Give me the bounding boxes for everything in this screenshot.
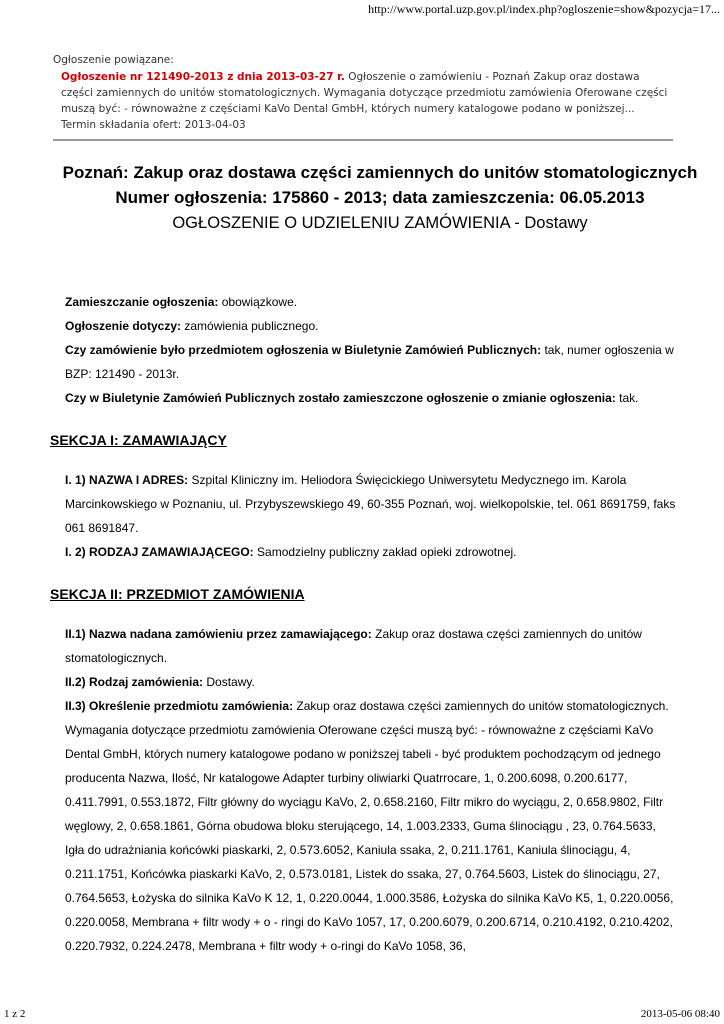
related-deadline: Termin składania ofert: 2013-04-03	[61, 119, 246, 131]
intro-concerns	[65, 314, 677, 338]
s2-desc-value: Zakup oraz dostawa części zamiennych do unitów stomatologicznych. Wymagania dotyczące przedmiotu zamówienia Oferowane części muszą być: - równoważne z częściami KaVo Dental GmbH, których numery katalogowe podano w poniższej tabeli - być produktem pochodzącym od jednego producenta Nazwa, Ilość, Nr katalogowe Adapter turbiny oliwiarki Quatrrocare, 1, 0.200.6098, 0.200.6177, 0.411.7991, 0.553.1872, Filtr główny do wyciągu KaVo, 2, 0.658.2160, Filtr mikro do wyciągu, 2, 0.658.9802, Filtr węglowy, 2, 0.658.1861, Górna obudowa bloku sterującego, 14, 1.003.2333, Guma ślinociągu , 23, 0.764.5633, Igła do udrażniania końcówki piaskarki, 2, 0.573.6052, Kaniula ssaka, 2, 0.211.1761, Kaniula ślinociągu, 4, 0.211.1751, Końcówka piaskarki KaVo, 2, 0.573.0181, Listek do ssaka, 27, 0.764.5603, Listek do ślinociągu, 27, 0.764.5653, Łożyska do silnika KaVo K 12, 1, 0.220.0044, 1.000.3586, Łożyska do silnika KaVo K5, 1, 0.220.0056, 0.220.0058, Membrana + filtr wody + o - ringi do KaVo 1057, 17, 0.200.6079, 0.200.6714, 0.210.4192, 0.210.4202, 0.220.7932, 0.224.2478, Membrana + filtr wody + o-ringi do KaVo 1058, 36,	[65, 699, 674, 953]
s1-type-label: I. 2) RODZAJ ZAMAWIAJĄCEGO:	[65, 545, 254, 559]
change-label: Czy w Biuletynie Zamówień Publicznych zostało zamieszczone ogłoszenie o zmianie ogłoszenia:	[65, 391, 616, 405]
section-2-name	[65, 622, 677, 670]
section-1-type	[65, 540, 677, 564]
section-2-description	[65, 694, 677, 958]
section-2-heading: SEKCJA II: PRZEDMIOT ZAMÓWIENIA	[50, 586, 305, 602]
print-date: 2013-05-06 08:40	[640, 1008, 720, 1020]
concerns-value: zamówienia publicznego.	[184, 319, 319, 333]
s1-type-value: Samodzielny publiczny zakład opieki zdrowotnej.	[257, 545, 517, 559]
document-body	[0, 290, 724, 958]
notice-number: Numer ogłoszenia: 175860 - 2013; data zamieszczenia: 06.05.2013	[115, 188, 645, 207]
section-1-heading: SEKCJA I: ZAMAWIAJĄCY	[50, 432, 227, 448]
s2-desc-label: II.3) Określenie przedmiotu zamówienia:	[65, 699, 294, 713]
section-2-kind	[65, 670, 677, 694]
intro-placement	[65, 290, 677, 314]
title-block	[40, 160, 720, 236]
s2-name-label: II.1) Nazwa nadana zamówieniu przez zamawiającego:	[65, 627, 372, 641]
intro-bzp	[65, 338, 677, 386]
placement-label: Zamieszczanie ogłoszenia:	[65, 295, 219, 309]
notice-type: OGŁOSZENIE O UDZIELENIU ZAMÓWIENIA - Dostawy	[172, 214, 588, 232]
print-page-number: 1 z 2	[4, 1008, 26, 1020]
intro-change	[65, 386, 677, 410]
change-value: tak.	[619, 391, 639, 405]
related-box	[53, 69, 673, 141]
concerns-label: Ogłoszenie dotyczy:	[65, 319, 182, 333]
bzp-label: Czy zamówienie było przedmiotem ogłoszenia w Biuletynie Zamówień Publicznych:	[65, 343, 542, 357]
s1-name-label: I. 1) NAZWA I ADRES:	[65, 473, 189, 487]
s1-name-value: Szpital Kliniczny im. Heliodora Święcickiego Uniwersytetu Medycznego im. Karola Marcinkowskiego w Poznaniu, ul. Przybyszewskiego 49, 60-355 Poznań, woj. wielkopolskie, tel. 061 8691759, faks 061 8691847.	[65, 473, 676, 535]
related-notice-link[interactable]: Ogłoszenie nr 121490-2013 z dnia 2013-03-27 r.	[61, 71, 345, 83]
s2-name-value: Zakup oraz dostawa części zamiennych do unitów stomatologicznych.	[65, 627, 642, 665]
bzp-value: tak, numer ogłoszenia w BZP: 121490 - 2013r.	[65, 343, 674, 381]
s2-kind-label: II.2) Rodzaj zamówienia:	[65, 675, 204, 689]
related-notice	[53, 52, 673, 141]
s2-kind-value: Dostawy.	[206, 675, 255, 689]
page-title: Poznań: Zakup oraz dostawa części zamiennych do unitów stomatologicznych	[62, 163, 698, 182]
print-url: http://www.portal.uzp.gov.pl/index.php?ogloszenie=show&pozycja=17...	[368, 2, 720, 16]
placement-value: obowiązkowe.	[221, 295, 298, 309]
related-notice-text: Ogłoszenie o zamówieniu - Poznań Zakup oraz dostawa części zamiennych do unitów stomatologicznych. Wymagania dotyczące przedmiotu zamówienia Oferowane części muszą być: - równoważne z częściami KaVo Dental GmbH, których numery katalogowe podano w poniższej...	[61, 71, 668, 115]
related-label: Ogłoszenie powiązane:	[53, 54, 174, 66]
section-1-name	[65, 468, 677, 540]
